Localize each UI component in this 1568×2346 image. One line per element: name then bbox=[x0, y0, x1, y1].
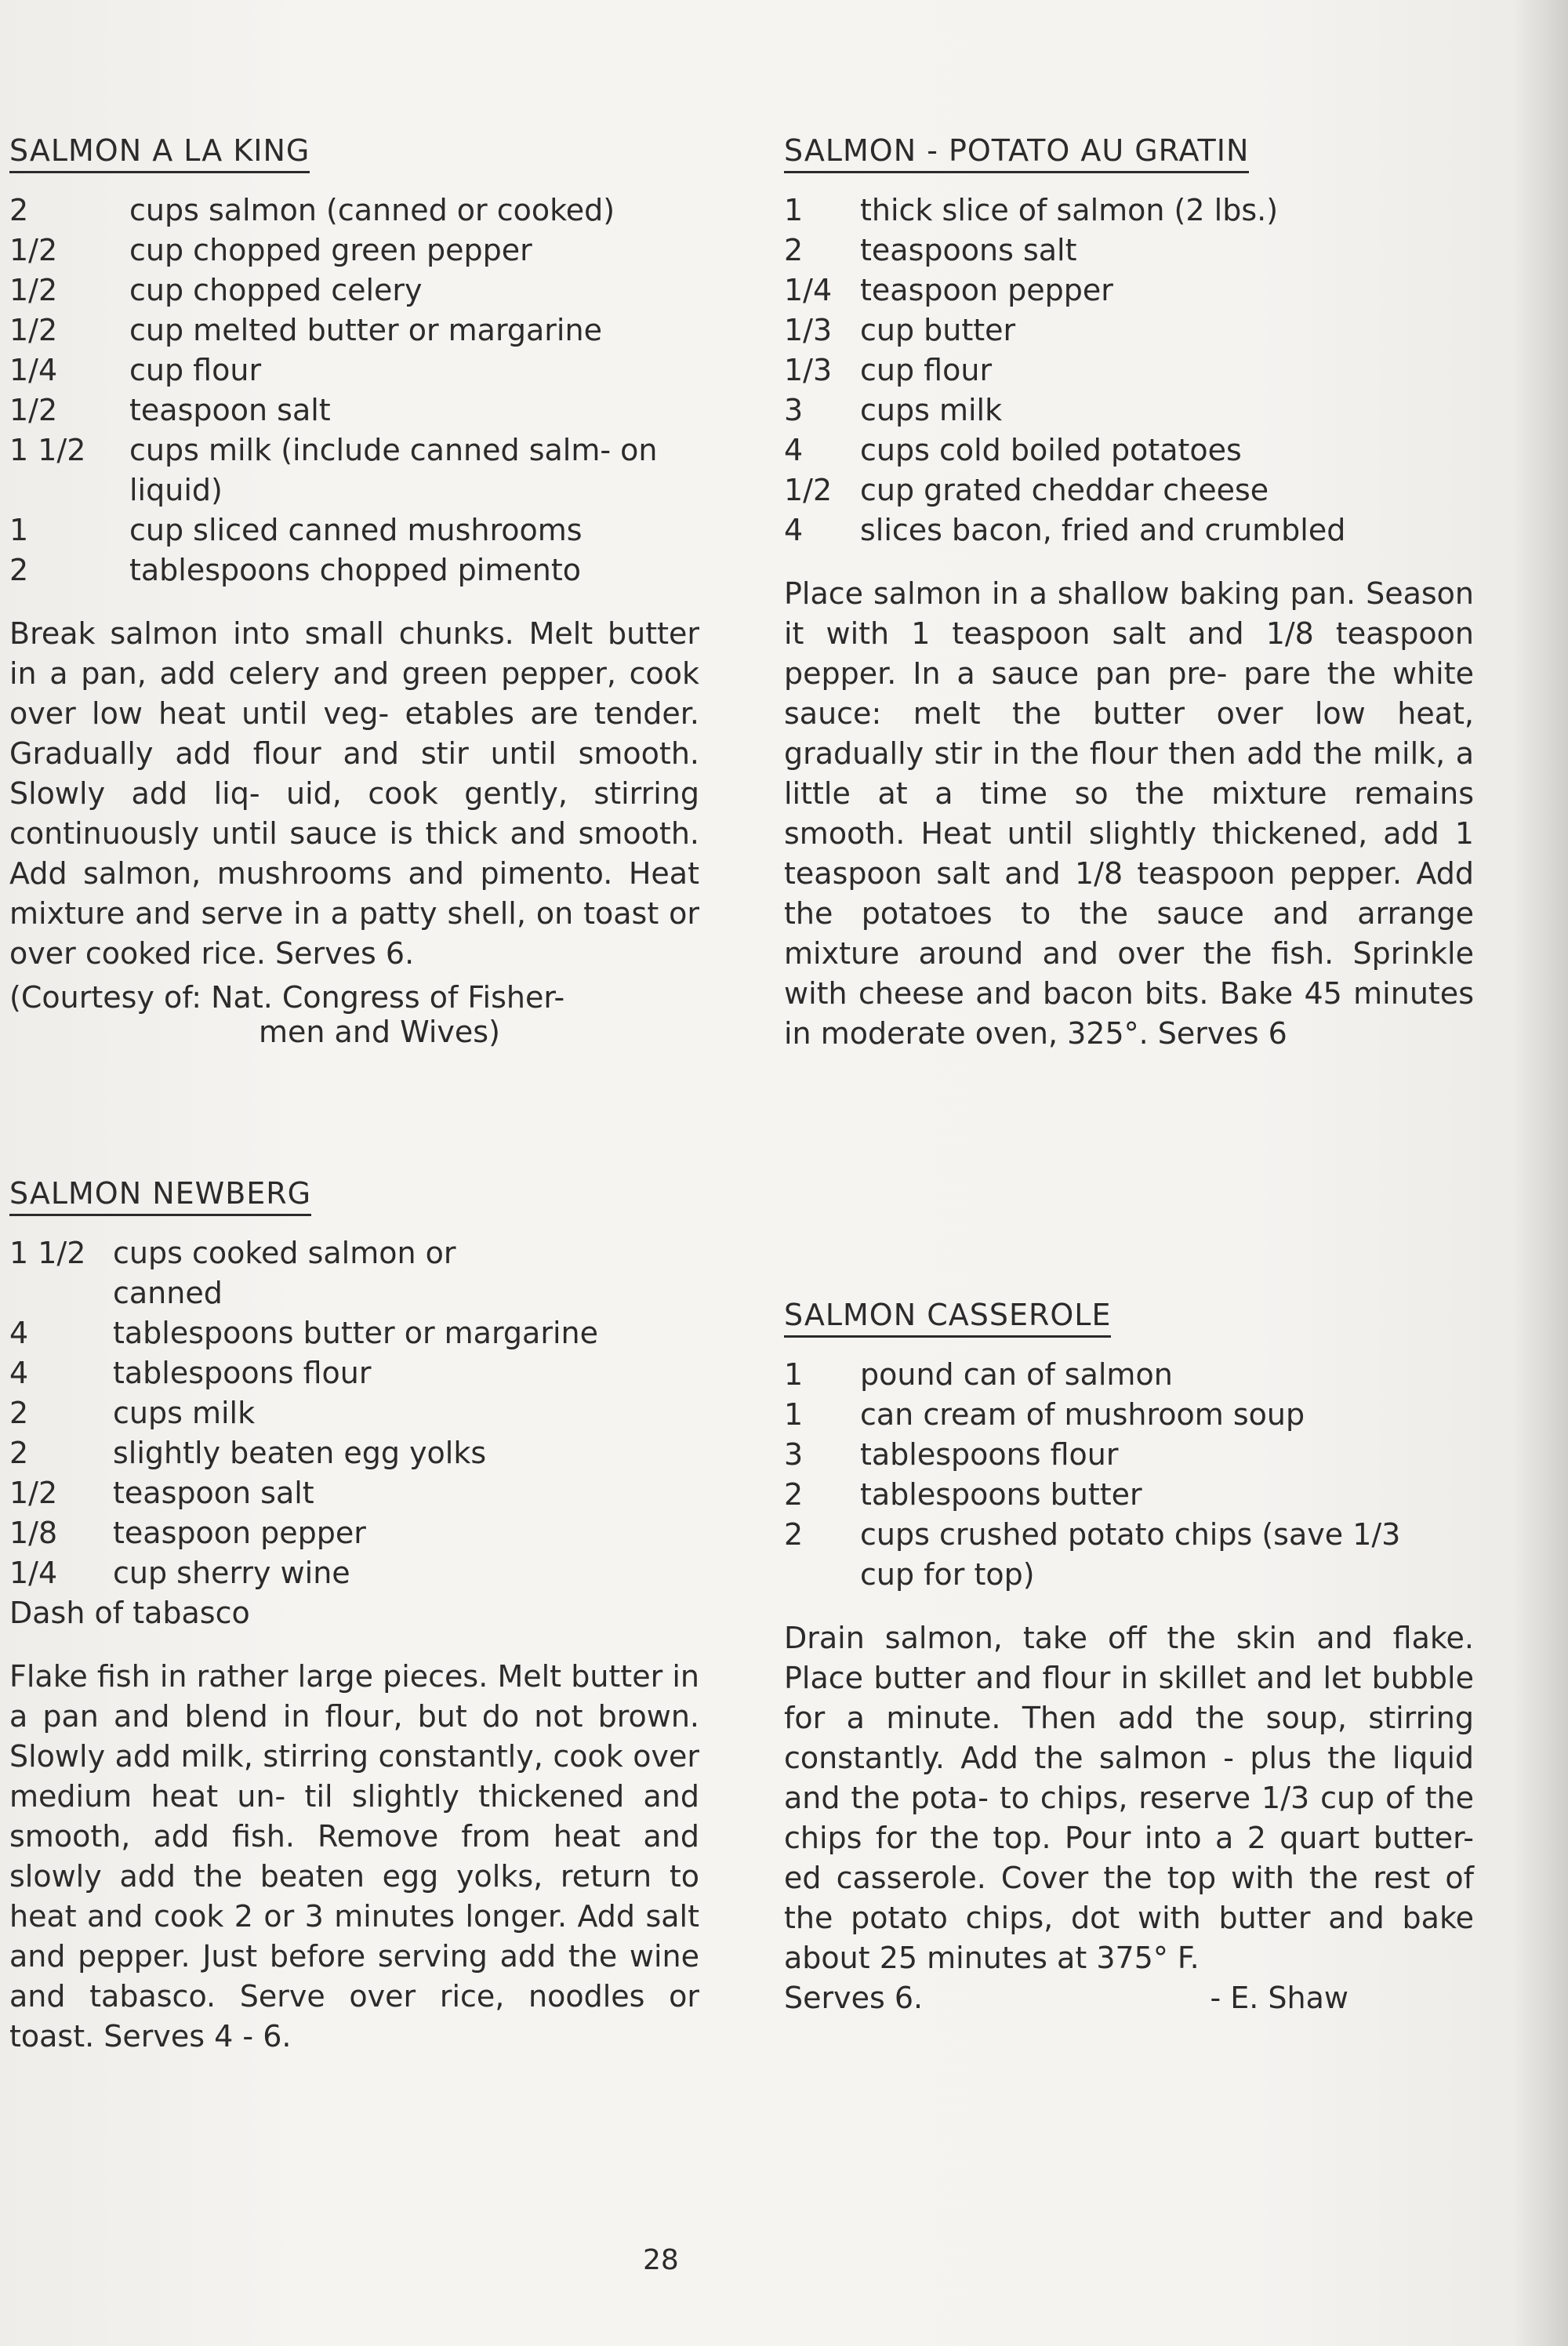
ingredient-desc: teaspoon salt bbox=[129, 393, 331, 427]
ingredient-desc: cups milk bbox=[860, 393, 1003, 427]
ingredient-desc: cup flour bbox=[129, 353, 262, 387]
ingredient-item bbox=[784, 231, 1474, 271]
ingredient-desc: pound can of salmon bbox=[860, 1357, 1173, 1392]
ingredient-item bbox=[784, 191, 1474, 231]
recipe-title: SALMON - POTATO AU GRATIN bbox=[784, 133, 1249, 173]
ingredient-list bbox=[9, 1233, 699, 1633]
ingredient-item bbox=[9, 191, 699, 231]
courtesy-line: (Courtesy of: Nat. Congress of Fisher- bbox=[9, 980, 565, 1015]
ingredient-qty: 1 1/2 bbox=[9, 433, 86, 467]
ingredient-desc: cup chopped celery bbox=[129, 273, 423, 307]
ingredient-desc: cups milk bbox=[113, 1396, 256, 1430]
ingredient-desc: tablespoons chopped pimento bbox=[129, 553, 581, 587]
ingredient-list bbox=[784, 1355, 1474, 1595]
ingredient-qty: 4 bbox=[9, 1356, 29, 1390]
ingredient-qty: 3 bbox=[784, 393, 804, 427]
ingredient-qty: 1 bbox=[9, 513, 29, 547]
ingredient-item bbox=[784, 510, 1474, 550]
ingredient-qty: 4 bbox=[784, 433, 804, 467]
ingredient-list bbox=[9, 191, 699, 590]
ingredient-qty: 1/3 bbox=[784, 313, 833, 347]
recipe-salmon-a-la-king bbox=[9, 133, 699, 1049]
ingredient-item bbox=[9, 1353, 699, 1393]
ingredient-qty: 1/2 bbox=[784, 473, 833, 507]
recipe-instructions: Flake fish in rather large pieces. Melt butter in a pan and blend in flour, but do not brown. Slowly add milk, stirring constantly, cook over medium heat un- til slightly thickened and smooth, add fish. Remove from heat and slowly add the beaten egg yolks, return to heat and cook 2 or 3 minutes longer. Add salt and pepper. Just before serving add the wine and tabasco. Serve over rice, noodles or toast. Serves 4 - 6. bbox=[9, 1659, 699, 2054]
ingredient-item bbox=[784, 1435, 1474, 1475]
ingredient-item bbox=[9, 510, 699, 550]
ingredient-desc: teaspoons salt bbox=[860, 233, 1077, 267]
ingredient-item bbox=[784, 1355, 1474, 1395]
ingredient-desc: teaspoon pepper bbox=[113, 1516, 366, 1550]
ingredient-qty: 1 bbox=[784, 193, 804, 227]
ingredient-item bbox=[9, 310, 699, 350]
recipe-serves: Serves 6. bbox=[784, 1981, 924, 2015]
ingredient-item bbox=[9, 430, 699, 510]
ingredient-qty: 2 bbox=[9, 1396, 29, 1430]
ingredient-item bbox=[784, 310, 1474, 350]
ingredient-qty: 1 bbox=[784, 1357, 804, 1392]
ingredient-item bbox=[9, 550, 699, 590]
recipe-author: - E. Shaw bbox=[1210, 1981, 1348, 2015]
ingredient-qty: 2 bbox=[784, 233, 804, 267]
ingredient-item bbox=[9, 350, 699, 390]
ingredient-desc: cup sherry wine bbox=[113, 1556, 350, 1590]
ingredient-item bbox=[9, 231, 699, 271]
ingredient-desc: teaspoon pepper bbox=[860, 273, 1113, 307]
ingredient-desc: cup melted butter or margarine bbox=[129, 313, 602, 347]
ingredient-item bbox=[9, 1513, 699, 1553]
ingredient-qty: 4 bbox=[784, 513, 804, 547]
ingredient-desc: cups cooked salmon or canned bbox=[113, 1236, 456, 1310]
ingredient-item bbox=[784, 390, 1474, 430]
ingredient-item bbox=[784, 430, 1474, 470]
ingredient-qty: 1/4 bbox=[9, 353, 58, 387]
ingredient-desc: cup butter bbox=[860, 313, 1016, 347]
ingredient-desc: thick slice of salmon (2 lbs.) bbox=[860, 193, 1279, 227]
courtesy-line: men and Wives) bbox=[259, 1015, 500, 1049]
ingredient-desc: can cream of mushroom soup bbox=[860, 1397, 1305, 1432]
ingredient-desc: cups crushed potato chips (save 1/3 cup for top) bbox=[860, 1517, 1401, 1592]
recipe-salmon-casserole bbox=[784, 1298, 1474, 2018]
ingredient-desc: tablespoons flour bbox=[113, 1356, 372, 1390]
recipe-instructions: Break salmon into small chunks. Melt butter in a pan, add celery and green pepper, cook over low heat until veg- etables are tender. Gradually add flour and stir until smooth. Slowly add liq- uid, cook gently, stirring continuously until sauce is thick and smooth. Add salmon, mushrooms and pimento. Heat mixture and serve in a patty shell, on toast or over cooked rice. Serves 6. bbox=[9, 616, 699, 971]
recipe-salmon-potato-au-gratin bbox=[784, 133, 1474, 1054]
ingredient-item bbox=[784, 1395, 1474, 1435]
ingredient-item bbox=[784, 470, 1474, 510]
page-number: 28 bbox=[643, 2244, 679, 2276]
ingredient-qty: 2 bbox=[9, 193, 29, 227]
ingredient-qty: 1 1/2 bbox=[9, 1236, 86, 1270]
ingredient-desc: tablespoons butter bbox=[860, 1477, 1142, 1512]
ingredient-desc: cups salmon (canned or cooked) bbox=[129, 193, 615, 227]
ingredient-item bbox=[9, 1233, 699, 1313]
recipe-salmon-newberg bbox=[9, 1176, 699, 2057]
ingredient-desc: cups cold boiled potatoes bbox=[860, 433, 1242, 467]
ingredient-qty: 1/4 bbox=[9, 1556, 58, 1590]
ingredient-item bbox=[784, 350, 1474, 390]
ingredient-item bbox=[9, 1553, 699, 1593]
ingredient-desc: tablespoons flour bbox=[860, 1437, 1119, 1472]
ingredient-item bbox=[9, 390, 699, 430]
ingredient-qty: 1/3 bbox=[784, 353, 833, 387]
ingredient-qty: 1/8 bbox=[9, 1516, 58, 1550]
ingredient-desc: cup chopped green pepper bbox=[129, 233, 532, 267]
ingredient-item bbox=[9, 1313, 699, 1353]
recipe-title: SALMON CASSEROLE bbox=[784, 1298, 1111, 1338]
ingredient-desc: cup sliced canned mushrooms bbox=[129, 513, 583, 547]
ingredient-qty: 2 bbox=[9, 553, 29, 587]
recipe-instructions: Place salmon in a shallow baking pan. Season it with 1 teaspoon salt and 1/8 teaspoon pepper. In a sauce pan pre- pare the white sauce: melt the butter over low heat, gradually stir in the flour then add the milk, a little at a time so the mixture remains smooth. Heat until slightly thickened, add 1 teaspoon salt and 1/8 teaspoon pepper. Add the potatoes to the sauce and arrange mixture around and over the fish. Sprinkle with cheese and bacon bits. Bake 45 minutes in moderate oven, 325°. Serves 6 bbox=[784, 576, 1474, 1051]
ingredient-qty: 1 bbox=[784, 1397, 804, 1432]
ingredient-item bbox=[784, 1475, 1474, 1515]
ingredient-qty: 2 bbox=[9, 1436, 29, 1470]
recipe-signoff bbox=[784, 1978, 1474, 2018]
ingredient-qty: 3 bbox=[784, 1437, 804, 1472]
ingredient-list bbox=[784, 191, 1474, 550]
ingredient-desc: slightly beaten egg yolks bbox=[113, 1436, 487, 1470]
ingredient-item bbox=[9, 271, 699, 310]
ingredient-desc: slices bacon, fried and crumbled bbox=[860, 513, 1346, 547]
ingredient-desc: cups milk (include canned salm- on liquid) bbox=[129, 433, 658, 507]
ingredient-qty: 1/2 bbox=[9, 313, 58, 347]
ingredient-qty: 1/2 bbox=[9, 1476, 58, 1510]
ingredient-desc: cup grated cheddar cheese bbox=[860, 473, 1269, 507]
ingredient-item bbox=[9, 1393, 699, 1433]
ingredient-extra: Dash of tabasco bbox=[9, 1596, 250, 1630]
ingredient-qty: 2 bbox=[784, 1517, 804, 1552]
ingredient-desc: cup flour bbox=[860, 353, 993, 387]
ingredient-item bbox=[784, 1515, 1474, 1595]
ingredient-desc: tablespoons butter or margarine bbox=[113, 1316, 598, 1350]
ingredient-qty: 2 bbox=[784, 1477, 804, 1512]
ingredient-item bbox=[784, 271, 1474, 310]
ingredient-qty: 1/4 bbox=[784, 273, 833, 307]
ingredient-qty: 1/2 bbox=[9, 393, 58, 427]
recipe-courtesy bbox=[9, 980, 699, 1049]
ingredient-desc: teaspoon salt bbox=[113, 1476, 314, 1510]
page-edge-shadow bbox=[1513, 0, 1568, 2346]
ingredient-item bbox=[9, 1433, 699, 1473]
recipe-instructions: Drain salmon, take off the skin and flake. Place butter and flour in skillet and let bubble for a minute. Then add the soup, stirring constantly. Add the salmon - plus the liquid and the pota- to chips, reserve 1/3 cup of the chips for the top. Pour into a 2 quart butter- ed casserole. Cover the top with the rest of the potato chips, dot with butter and bake about 25 minutes at 375° F. bbox=[784, 1621, 1474, 1975]
recipe-title: SALMON NEWBERG bbox=[9, 1176, 311, 1216]
ingredient-qty: 4 bbox=[9, 1316, 29, 1350]
ingredient-qty: 1/2 bbox=[9, 273, 58, 307]
recipe-title: SALMON A LA KING bbox=[9, 133, 310, 173]
ingredient-item bbox=[9, 1473, 699, 1513]
ingredient-qty: 1/2 bbox=[9, 233, 58, 267]
